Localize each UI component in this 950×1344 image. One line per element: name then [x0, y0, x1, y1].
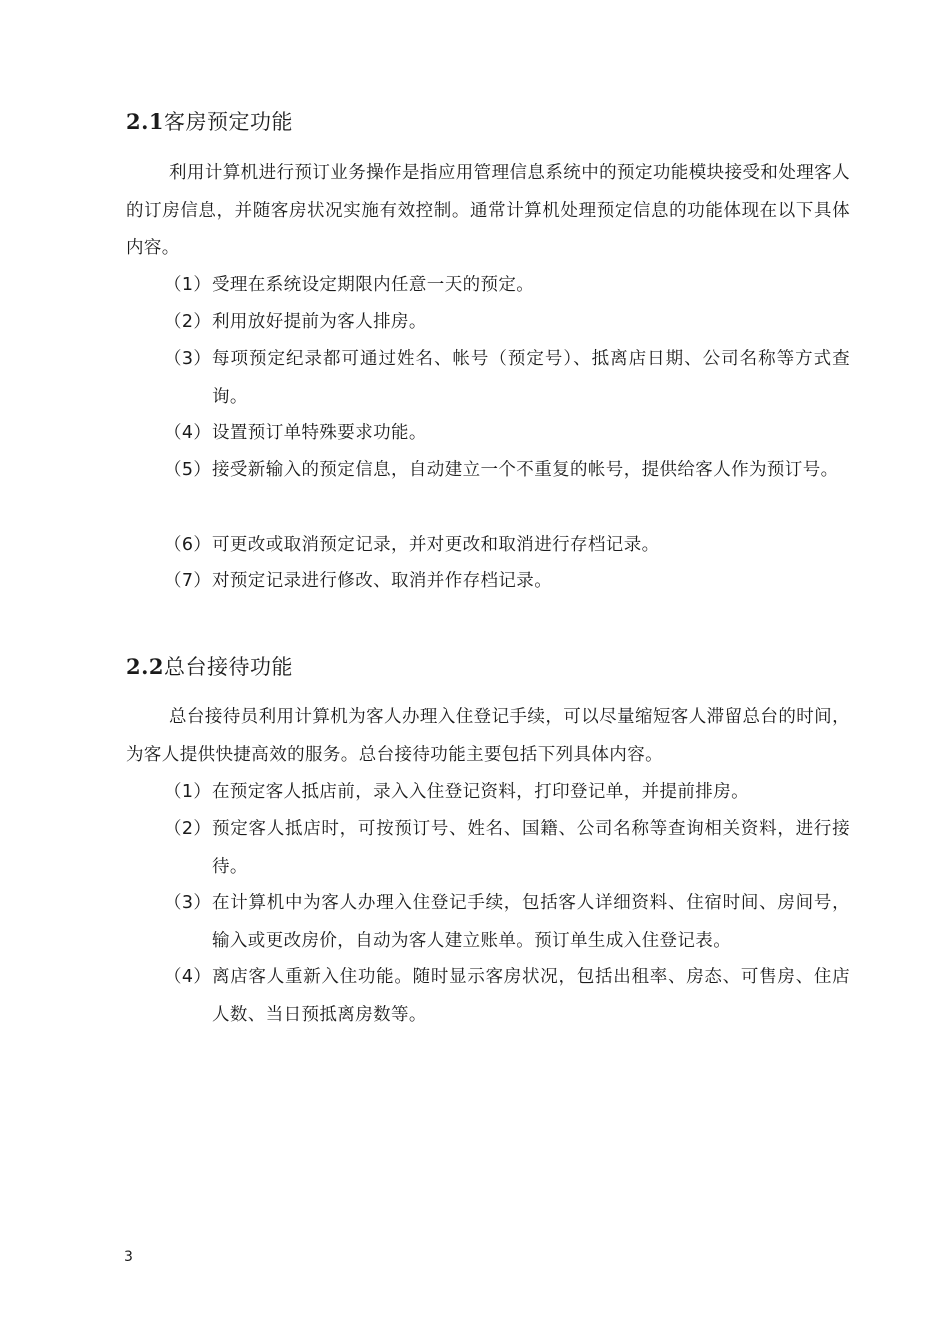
list-item-text: 利用放好提前为客人排房。 [212, 312, 427, 332]
list-item-text: 受理在系统设定期限内任意一天的预定。 [212, 275, 535, 295]
list-item [164, 304, 850, 342]
list-item-marker: （3） [164, 893, 212, 913]
list-item-text: 在计算机中为客人办理入住登记手续，包括客人详细资料、住宿时间、房间号，输入或更改房价，自动为客人建立账单。预订单生成入住登记表。 [212, 893, 850, 951]
list-item [164, 563, 850, 601]
section-heading-2-1 [126, 108, 293, 136]
list-item [164, 341, 850, 416]
list-item-marker: （4） [164, 967, 212, 987]
list-item-text: 设置预订单特殊要求功能。 [212, 423, 427, 443]
list-item-marker: （2） [164, 312, 212, 332]
list-item-text: 接受新输入的预定信息，自动建立一个不重复的帐号，提供给客人作为预订号。 [212, 460, 839, 480]
list-item-marker: （1） [164, 275, 212, 295]
list-item-marker: （2） [164, 819, 212, 839]
section-number: 2.1 [126, 109, 165, 134]
list-item-marker: （4） [164, 423, 212, 443]
list-item-marker: （6） [164, 535, 212, 555]
list-item-marker: （7） [164, 571, 212, 591]
list-item-marker: （5） [164, 460, 212, 480]
section-number: 2.2 [126, 654, 165, 679]
section-heading-2-2 [126, 653, 293, 681]
page-number: 3 [124, 1249, 133, 1265]
section-title: 客房预定功能 [164, 110, 294, 134]
list-item-text: 每项预定纪录都可通过姓名、帐号（预定号）、抵离店日期、公司名称等方式查询。 [212, 349, 850, 407]
list-item [164, 811, 850, 886]
list-item-text: 在预定客人抵店前，录入入住登记资料，打印登记单，并提前排房。 [212, 782, 749, 802]
section-intro-paragraph: 利用计算机进行预订业务操作是指应用管理信息系统中的预定功能模块接受和处理客人的订房信息，并随客房状况实施有效控制。通常计算机处理预定信息的功能体现在以下具体内容。 [126, 163, 850, 258]
list-item-text: 预定客人抵店时，可按预订号、姓名、国籍、公司名称等查询相关资料，进行接待。 [212, 819, 850, 877]
list-item [164, 415, 850, 453]
list-item-text: 离店客人重新入住功能。随时显示客房状况，包括出租率、房态、可售房、住店人数、当日预抵离房数等。 [212, 967, 850, 1025]
list-item [164, 452, 850, 490]
section-intro-paragraph: 总台接待员利用计算机为客人办理入住登记手续，可以尽量缩短客人滞留总台的时间，为客人提供快捷高效的服务。总台接待功能主要包括下列具体内容。 [126, 707, 850, 765]
list-item-text: 可更改或取消预定记录，并对更改和取消进行存档记录。 [212, 535, 660, 555]
list-item-marker: （3） [164, 349, 212, 369]
list-item-text: 对预定记录进行修改、取消并作存档记录。 [212, 571, 553, 591]
list-item [164, 527, 850, 565]
section-title: 总台接待功能 [164, 655, 294, 679]
list-item [164, 959, 850, 1034]
list-item [164, 774, 850, 812]
list-item [164, 267, 850, 305]
list-item [164, 885, 850, 960]
list-item-marker: （1） [164, 782, 212, 802]
